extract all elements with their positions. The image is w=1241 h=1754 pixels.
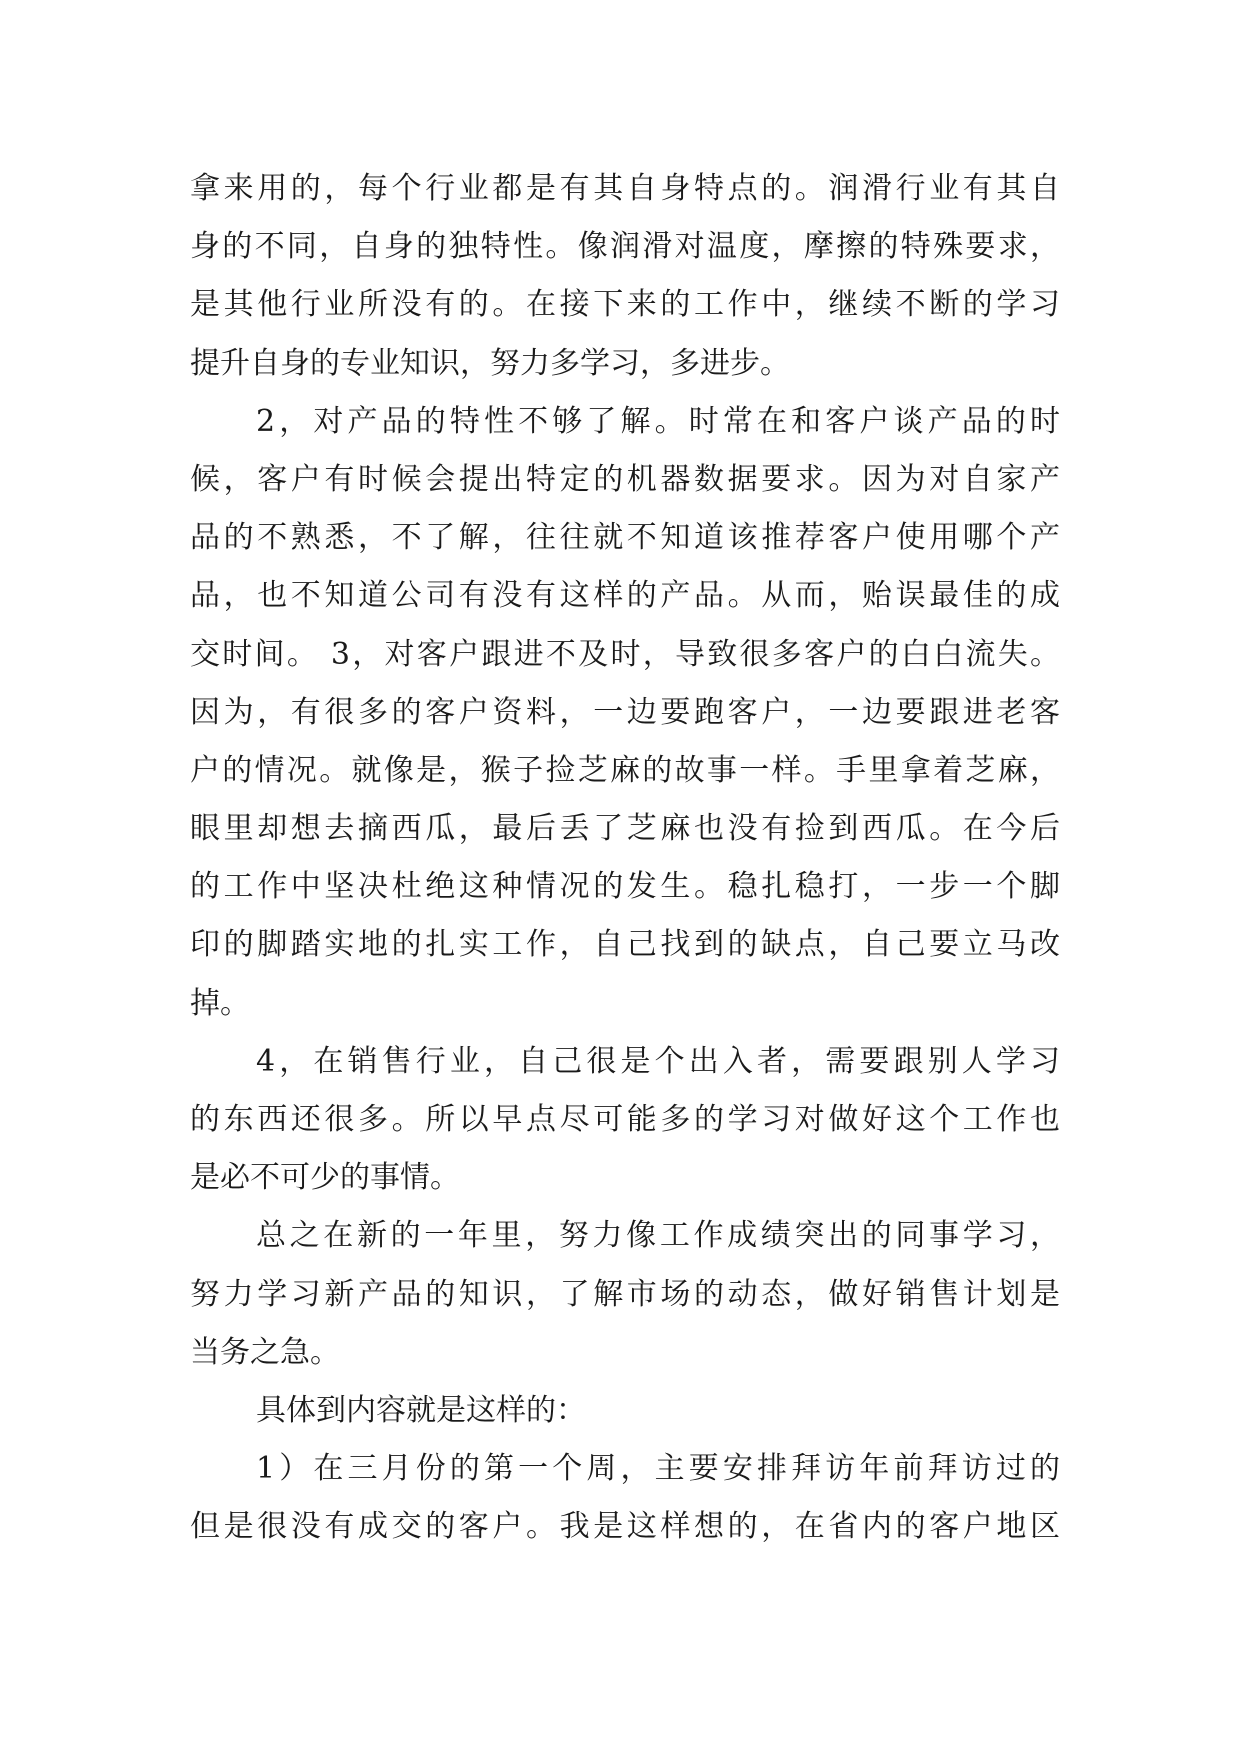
text-line: 1）在三月份的第一个周，主要安排拜访年前拜访过的 xyxy=(256,1451,1060,1487)
text-line: 2，对产品的特性不够了解。时常在和客户谈产品的时 xyxy=(256,403,1060,439)
text-line: 交时间。 3，对客户跟进不及时，导致很多客户的白白流失。 xyxy=(190,636,1060,672)
text-line: 当务之急。 xyxy=(190,1334,340,1370)
document-body xyxy=(190,160,1060,1557)
text-line: 品，也不知道公司有没有这样的产品。从而，贻误最佳的成 xyxy=(190,578,1060,614)
text-line: 是必不可少的事情。 xyxy=(190,1160,460,1196)
text-line: 努力学习新产品的知识，了解市场的动态，做好销售计划是 xyxy=(190,1276,1060,1312)
text-line: 总之在新的一年里，努力像工作成绩突出的同事学习， xyxy=(256,1218,1060,1254)
text-line: 户的情况。就像是，猴子捡芝麻的故事一样。手里拿着芝麻， xyxy=(190,752,1060,788)
text-line: 眼里却想去摘西瓜，最后丢了芝麻也没有捡到西瓜。在今后 xyxy=(190,811,1060,847)
text-line: 拿来用的，每个行业都是有其自身特点的。润滑行业有其自 xyxy=(190,171,1060,206)
text-line: 品的不熟悉，不了解，往往就不知道该推荐客户使用哪个产 xyxy=(190,520,1060,556)
text-line: 4，在销售行业，自己很是个出入者，需要跟别人学习 xyxy=(256,1043,1060,1079)
text-line: 身的不同，自身的独特性。像润滑对温度，摩擦的特殊要求， xyxy=(190,229,1060,265)
text-line: 印的脚踏实地的扎实工作，自己找到的缺点，自己要立马改 xyxy=(190,927,1060,963)
text-line: 因为，有很多的客户资料，一边要跑客户，一边要跟进老客 xyxy=(190,694,1060,730)
text-line: 但是很没有成交的客户。我是这样想的，在省内的客户地区 xyxy=(190,1509,1060,1545)
text-line: 是其他行业所没有的。在接下来的工作中，继续不断的学习 xyxy=(190,287,1060,323)
text-line: 的东西还很多。所以早点尽可能多的学习对做好这个工作也 xyxy=(190,1102,1060,1137)
text-line: 的工作中坚决杜绝这种情况的发生。稳扎稳打，一步一个脚 xyxy=(190,869,1060,905)
text-line: 候，客户有时候会提出特定的机器数据要求。因为对自家产 xyxy=(190,461,1060,497)
text-line: 掉。 xyxy=(190,985,250,1021)
text-line: 提升自身的专业知识，努力多学习，多进步。 xyxy=(190,345,790,381)
text-line: 具体到内容就是这样的： xyxy=(256,1392,586,1428)
